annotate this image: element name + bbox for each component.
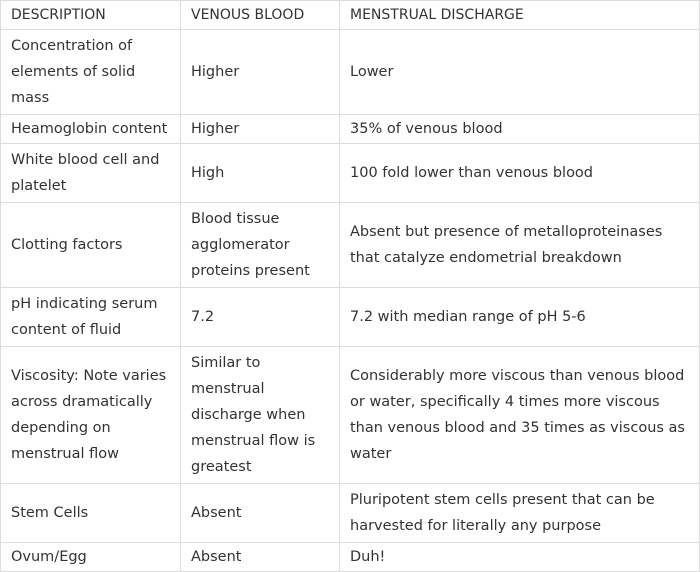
cell-description: Heamoglobin content (1, 115, 181, 144)
cell-menstrual-discharge: Pluripotent stem cells present that can be harvested for literally any purpose (340, 484, 700, 543)
cell-description: pH indicating serum content of fluid (1, 288, 181, 347)
cell-description: Stem Cells (1, 484, 181, 543)
cell-menstrual-discharge: 35% of venous blood (340, 115, 700, 144)
header-menstrual-discharge: MENSTRUAL DISCHARGE (340, 1, 700, 30)
cell-description: Viscosity: Note varies across dramatically depending on menstrual flow (1, 347, 181, 484)
table-row (1, 484, 700, 543)
cell-menstrual-discharge: Absent but presence of metalloproteinases that catalyze endometrial breakdown (340, 203, 700, 288)
cell-menstrual-discharge: 7.2 with median range of pH 5-6 (340, 288, 700, 347)
table-row (1, 144, 700, 203)
table-row (1, 543, 700, 572)
cell-venous-blood: High (181, 144, 340, 203)
cell-description: Concentration of elements of solid mass (1, 30, 181, 115)
cell-menstrual-discharge: Duh! (340, 543, 700, 572)
cell-menstrual-discharge: Lower (340, 30, 700, 115)
cell-venous-blood: Similar to menstrual discharge when menstrual flow is greatest (181, 347, 340, 484)
cell-description: Ovum/Egg (1, 543, 181, 572)
cell-venous-blood: Absent (181, 484, 340, 543)
cell-menstrual-discharge: 100 fold lower than venous blood (340, 144, 700, 203)
cell-description: Clotting factors (1, 203, 181, 288)
cell-venous-blood: Higher (181, 115, 340, 144)
header-description: DESCRIPTION (1, 1, 181, 30)
table-row (1, 288, 700, 347)
cell-menstrual-discharge: Considerably more viscous than venous blood or water, specifically 4 times more viscous than venous blood and 35 times as viscous as water (340, 347, 700, 484)
cell-description: White blood cell and platelet (1, 144, 181, 203)
table-header-row (1, 1, 700, 30)
cell-venous-blood: Absent (181, 543, 340, 572)
table-row (1, 30, 700, 115)
cell-venous-blood: Higher (181, 30, 340, 115)
table-row (1, 347, 700, 484)
cell-venous-blood: 7.2 (181, 288, 340, 347)
table-row (1, 115, 700, 144)
header-venous-blood: VENOUS BLOOD (181, 1, 340, 30)
table-row (1, 203, 700, 288)
cell-venous-blood: Blood tissue agglomerator proteins present (181, 203, 340, 288)
